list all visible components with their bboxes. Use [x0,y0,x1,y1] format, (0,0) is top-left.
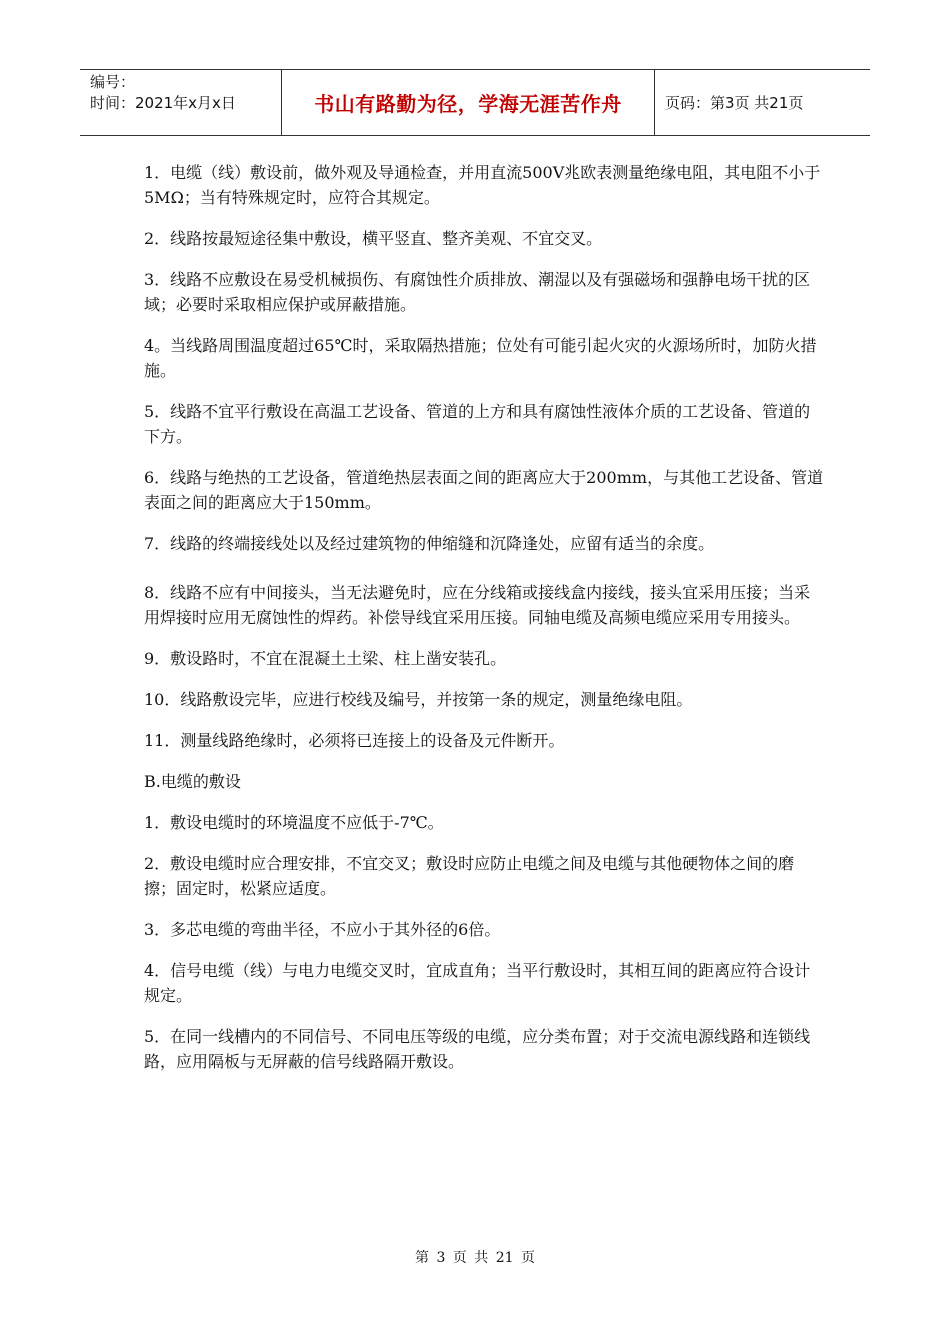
paragraph: 2．线路按最短途径集中敷设，横平竖直、整齐美观、不宜交叉。 [144,229,603,248]
paragraph: 1．敷设电缆时的环境温度不应低于-7℃。 [144,813,444,832]
section-heading: B.电缆的敷设 [144,772,241,791]
paragraph: 5．线路不宜平行敷设在高温工艺设备、管道的上方和具有腐蚀性液体介质的工艺设备、管道的下方。 [144,402,811,446]
page-header [80,69,870,136]
header-motto: 书山有路勤为径，学海无涯苦作舟 [282,70,655,135]
paragraph: 2．敷设电缆时应合理安排，不宜交叉；敷设时应防止电缆之间及电缆与其他硬物体之间的磨擦；固定时，松紧应适度。 [144,854,795,898]
paragraph: 8．线路不应有中间接头，当无法避免时，应在分线箱或接线盒内接线，接头宜采用压接；当采用焊接时应用无腐蚀性的焊药。补偿导线宜采用压接。同轴电缆及高频电缆应采用专用接头。 [144,583,811,627]
paragraph: 10．线路敷设完毕，应进行校线及编号，并按第一条的规定，测量绝缘电阻。 [144,690,693,709]
paragraph: 3．多芯电缆的弯曲半径，不应小于其外径的6倍。 [144,920,501,939]
paragraph: 1．电缆（线）敷设前，做外观及导通检查，并用直流500V兆欧表测量绝缘电阻，其电阻不小于5MΩ；当有特殊规定时，应符合其规定。 [144,163,821,207]
header-meta [80,70,282,135]
document-date-label: 时间：2021年x月x日 [90,94,236,112]
paragraph: 9．敷设路时，不宜在混凝土土梁、柱上凿安装孔。 [144,649,507,668]
paragraph: 11．测量线路绝缘时，必须将已连接上的设备及元件断开。 [144,731,565,750]
paragraph: 4．信号电缆（线）与电力电缆交叉时，宜成直角；当平行敷设时，其相互间的距离应符合设计规定。 [144,961,811,1005]
page-footer: 第 3 页 共 21 页 [415,1250,535,1266]
paragraph: 4。当线路周围温度超过65℃时，采取隔热措施；位处有可能引起火灾的火源场所时，加防火措施。 [144,336,817,380]
paragraph: 5．在同一线槽内的不同信号、不同电压等级的电缆，应分类布置；对于交流电源线路和连锁线路，应用隔板与无屏蔽的信号线路隔开敷设。 [144,1027,811,1071]
document-body [144,160,824,1090]
paragraph: 7．线路的终端接线处以及经过建筑物的伸缩缝和沉降逢处，应留有适当的余度。 [144,534,715,553]
paragraph: 6．线路与绝热的工艺设备，管道绝热层表面之间的距离应大于200mm，与其他工艺设备、管道表面之间的距离应大于150mm。 [144,468,824,512]
paragraph: 3．线路不应敷设在易受机械损伤、有腐蚀性介质排放、潮湿以及有强磁场和强静电场干扰的区域；必要时采取相应保护或屏蔽措施。 [144,270,811,314]
document-number-label: 编号： [90,73,136,91]
header-page-info: 页码：第3页 共21页 [665,94,804,112]
